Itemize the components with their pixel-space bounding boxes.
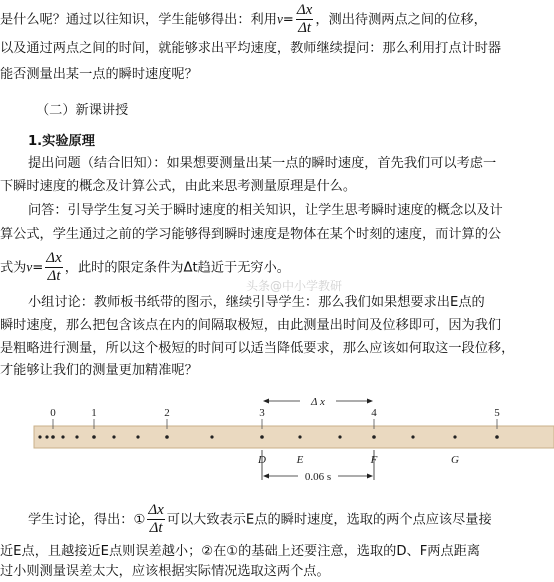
section-heading: （二）新课讲授 (36, 103, 129, 118)
p1-line3: 能否测量出某一点的瞬时速度呢？ (0, 67, 198, 82)
fraction-numerator: Δx (296, 2, 313, 18)
count-label-5: 5 (494, 407, 500, 419)
tape-dot (45, 435, 48, 438)
tape-dot (38, 435, 41, 438)
fraction-numerator: Δx (148, 502, 164, 518)
tape-dot (260, 435, 264, 439)
p4-line2: 瞬时速度，那么把包含该点在内的间隔取极短，由此测量出时间及位移即可，因为我们 (0, 318, 502, 333)
p1-line1-text-b: ，测出待测两点之间的位移， (315, 12, 487, 28)
tape-dot (495, 435, 499, 439)
tape-dot (338, 435, 341, 438)
watermark: 头条@中小学教研 (246, 279, 343, 293)
count-label-1: 1 (91, 407, 97, 419)
p5-line1 (28, 502, 492, 537)
point-label-G: G (451, 454, 459, 466)
tape-dot (298, 435, 301, 438)
delta-x-arrowhead-right (367, 399, 373, 404)
ticker-tape-figure (0, 396, 554, 504)
delta-x-arrowhead-left (263, 399, 269, 404)
tape-dot (51, 435, 55, 439)
count-label-3: 3 (259, 407, 265, 419)
tape-dot (453, 435, 456, 438)
subheading: 1.实验原理 (28, 134, 95, 149)
point-label-F: F (370, 454, 378, 466)
tape-dot (210, 435, 213, 438)
tape-dot (136, 435, 139, 438)
count-label-2: 2 (164, 407, 170, 419)
fraction-denominator: Δt (298, 20, 312, 36)
point-label-D: D (258, 454, 266, 466)
point-letters (257, 454, 459, 466)
tape-dot (165, 435, 169, 439)
p3-line3-text-b: ，此时的限定条件为Δt趋近于无穷小。 (64, 260, 290, 276)
fraction-denominator: Δt (149, 520, 163, 536)
p1-line1-text-a: 是什么呢？通过以往知识，学生能够得出：利用 (0, 12, 277, 28)
p4-line4: 才能够让我们的测量更加精准呢？ (0, 363, 198, 378)
p4-line3: 是粗略进行测量，所以这个极短的时间可以适当降低要求，那么应该如何取这一段位移， (0, 341, 515, 356)
fraction-numerator: Δx (46, 250, 62, 266)
p3-line2: 算公式，学生通过之前的学习能够得到瞬时速度是物体在某个时刻的速度，而计算的公 (0, 227, 502, 242)
fraction-denominator: Δt (47, 268, 61, 284)
time-arrowhead-left (263, 474, 269, 479)
p1-line2: 以及通过两点之间的时间，就能够求出平均速度，教师继续提问：那么利用打点计时器 (0, 41, 502, 56)
tape-dot (372, 435, 376, 439)
point-label-E: E (296, 454, 304, 466)
velocity-fraction (45, 250, 62, 285)
paper-tape (34, 426, 554, 448)
p2-line2: 下瞬时速度的概念及计算公式，由此来思考测量原理是什么。 (0, 179, 357, 194)
count-label-4: 4 (371, 407, 377, 419)
velocity-symbol: v (276, 11, 283, 27)
velocity-fraction (296, 2, 313, 37)
velocity-symbol: v (26, 259, 33, 275)
p3-line3-text-a: 式为 (0, 260, 27, 276)
time-label: 0.06 s (304, 471, 332, 483)
tape-dot (92, 435, 96, 439)
equals-sign: = (282, 12, 294, 28)
tape-dot (61, 435, 64, 438)
p5-line3: 过小则测量误差太大，应该根据实际情况选取这两个点。 (0, 564, 330, 579)
time-arrowhead-right (367, 474, 373, 479)
tape-dot (411, 435, 414, 438)
velocity-fraction (147, 502, 164, 537)
p3-line1: 问答：引导学生复习关于瞬时速度的相关知识，让学生思考瞬时速度的概念以及计 (28, 203, 503, 218)
p2-line1: 提出问题（结合旧知）：如果想要测量出某一点的瞬时速度，首先我们可以考虑一 (28, 156, 497, 171)
tape-dot (112, 435, 115, 438)
equals-sign: = (32, 260, 44, 276)
delta-x-label: Δ x (311, 396, 325, 408)
tape-dot (75, 435, 78, 438)
count-label-0: 0 (50, 407, 56, 419)
p5-line1-text-a: 学生讨论，得出：① (28, 512, 146, 528)
p5-line2: 近E点，且越接近E点则误差越小；②在①的基础上还要注意，选取的D、F两点距离 (0, 544, 481, 559)
p5-line1-text-b: 可以大致表示E点的瞬时速度，选取的两个点应该尽量接 (166, 512, 492, 528)
p4-line1: 小组讨论：教师板书纸带的图示，继续引导学生：那么我们如果想要求出E点的 (28, 295, 485, 310)
p1-line1 (0, 2, 487, 37)
